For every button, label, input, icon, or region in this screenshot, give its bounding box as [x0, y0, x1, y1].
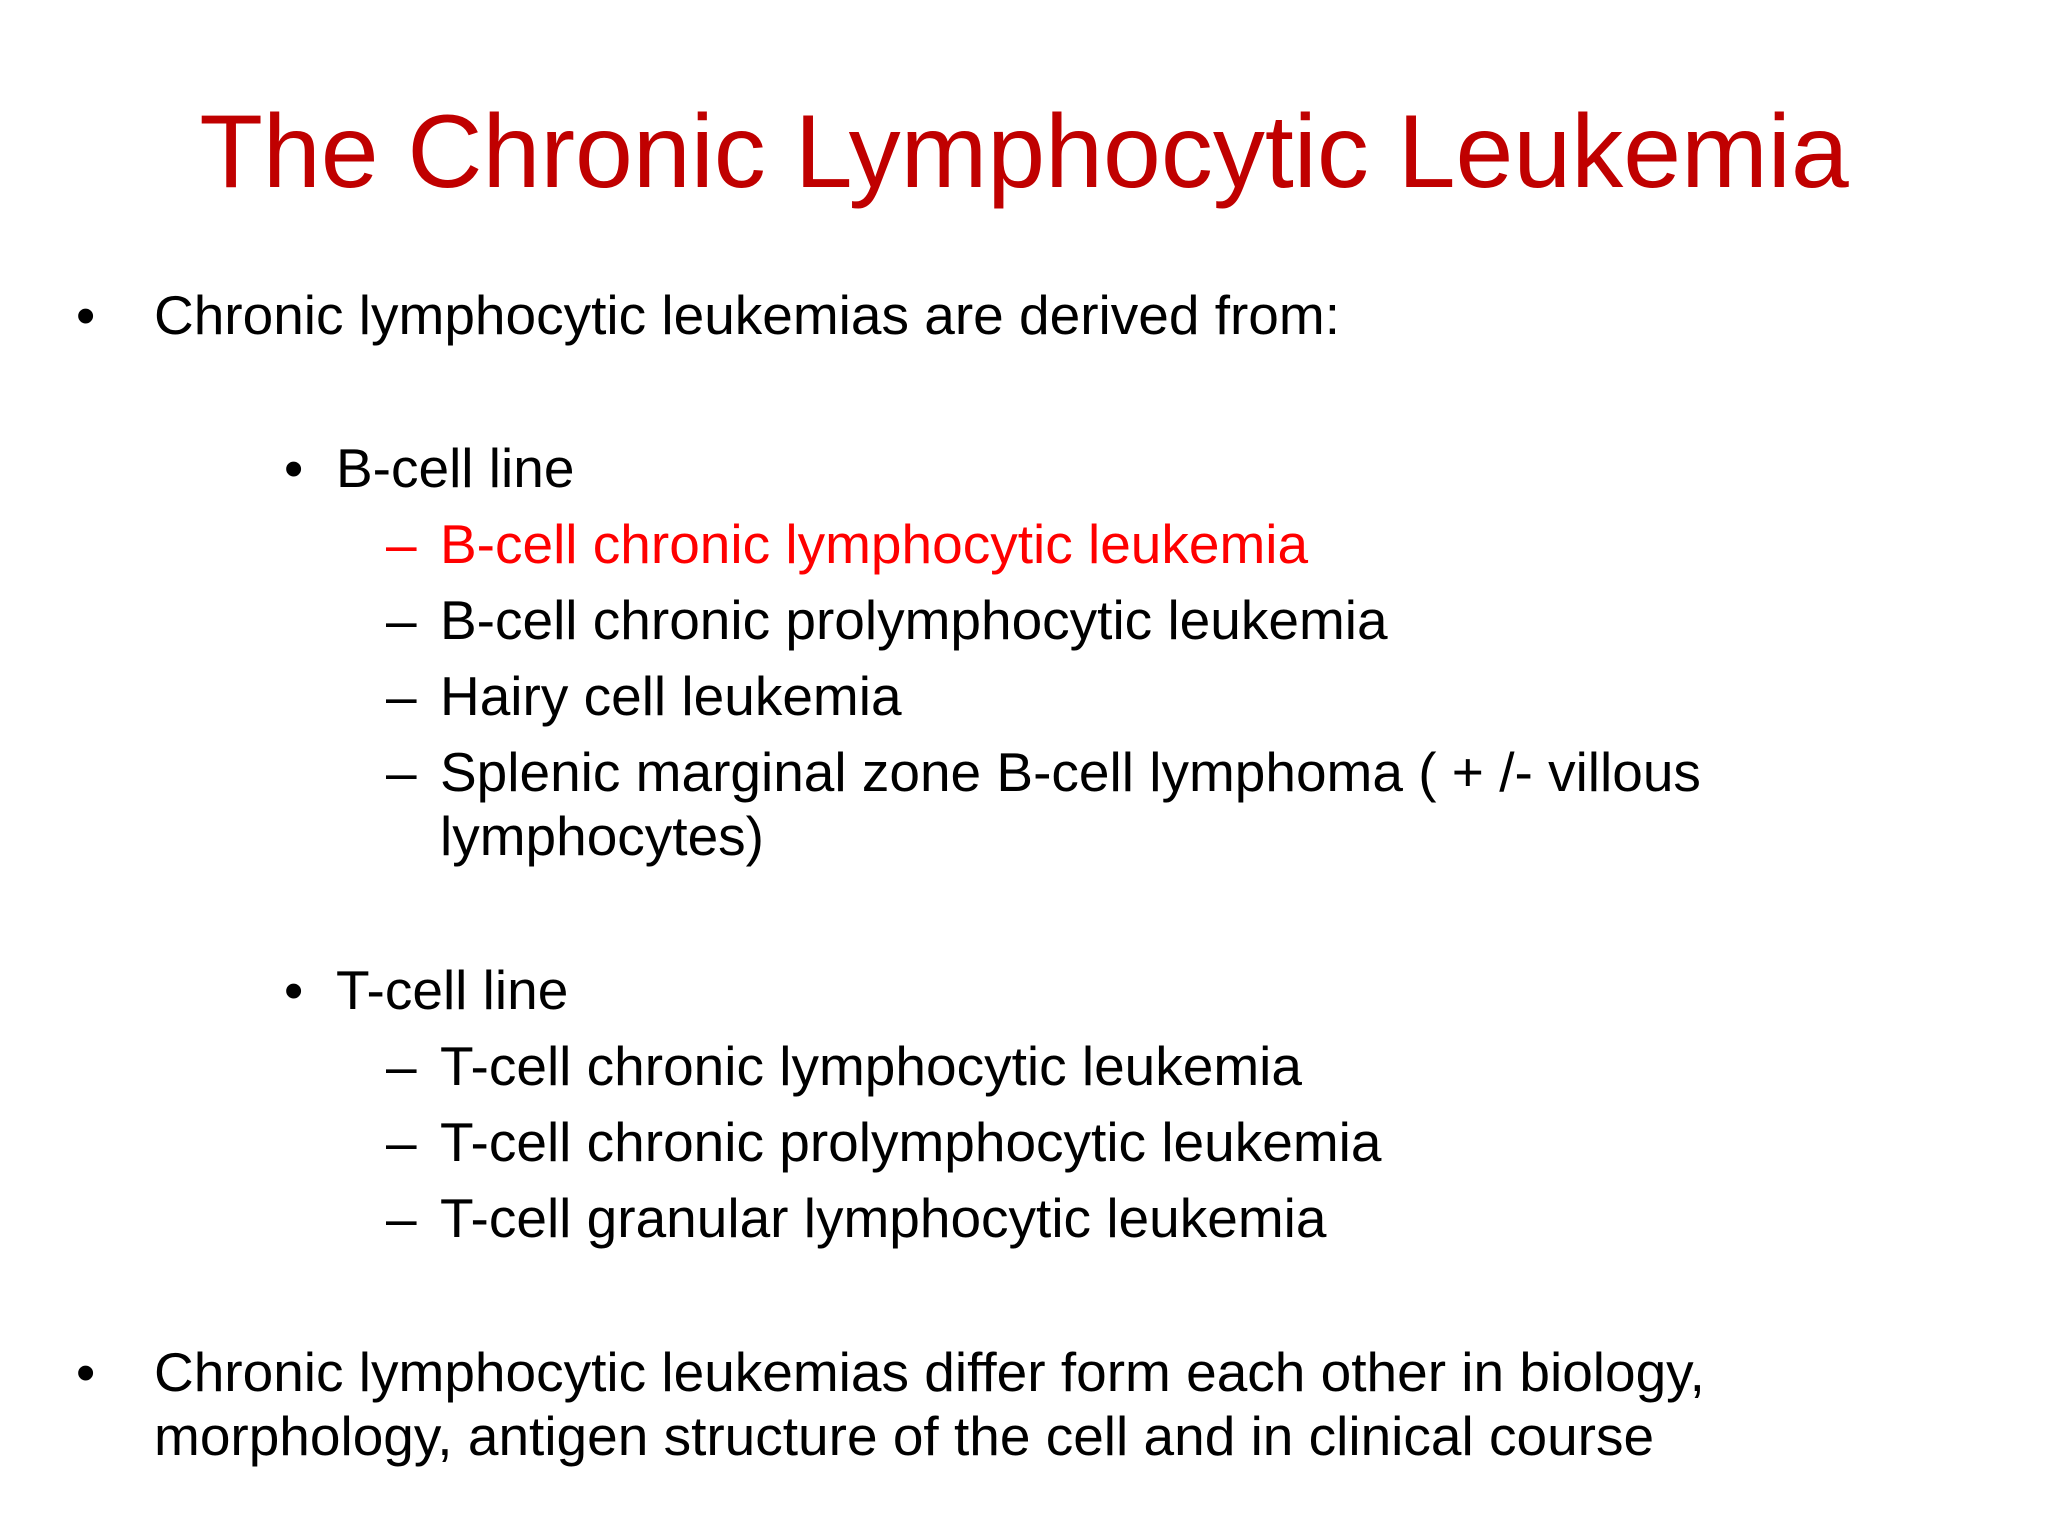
list-item: [386, 740, 1840, 868]
dash-glyph: –: [386, 513, 417, 575]
dash-glyph: –: [386, 589, 417, 651]
list-item: [386, 1034, 1840, 1098]
list-item-text: B-cell chronic prolymphocytic leukemia: [440, 589, 1388, 651]
list-item-text: Splenic marginal zone B-cell lymphoma ( + /- villous lymphocytes): [440, 741, 1701, 867]
dash-glyph: –: [386, 1111, 417, 1173]
group-label: T-cell line: [336, 959, 569, 1021]
group-label: B-cell line: [336, 437, 575, 499]
list-item: [386, 1110, 1840, 1174]
bullet-glyph: •: [76, 1341, 96, 1403]
dash-glyph: –: [386, 741, 417, 803]
list-item-text: T-cell granular lymphocytic leukemia: [440, 1187, 1327, 1249]
dash-glyph: –: [386, 665, 417, 727]
list-item-text: B-cell chronic lymphocytic leukemia: [440, 513, 1309, 575]
dash-glyph: –: [386, 1187, 417, 1249]
bullet-glyph: •: [76, 284, 96, 346]
group-b-cell-line: [284, 436, 1936, 500]
list-item: [386, 664, 1840, 728]
bullet-intro-text: Chronic lymphocytic leukemias are derived from:: [154, 284, 1340, 346]
bullet-glyph: •: [284, 437, 304, 499]
list-item: [386, 588, 1840, 652]
list-item-highlighted: [386, 512, 1840, 576]
slide-title: The Chronic Lymphocytic Leukemia: [199, 94, 1849, 210]
group-t-cell-line: [284, 958, 1936, 1022]
bullet-glyph: •: [284, 959, 304, 1021]
list-item-text: T-cell chronic prolymphocytic leukemia: [440, 1111, 1382, 1173]
bullet-intro: [76, 283, 1974, 347]
list-item-text: T-cell chronic lymphocytic leukemia: [440, 1035, 1302, 1097]
dash-glyph: –: [386, 1035, 417, 1097]
list-item: [386, 1186, 1840, 1250]
list-item-text: Hairy cell leukemia: [440, 665, 902, 727]
bullet-conclusion-text: Chronic lymphocytic leukemias differ form each other in biology, morphology, antigen structure of the cell and in clinical course: [154, 1341, 1705, 1467]
bullet-conclusion: [76, 1340, 1974, 1468]
